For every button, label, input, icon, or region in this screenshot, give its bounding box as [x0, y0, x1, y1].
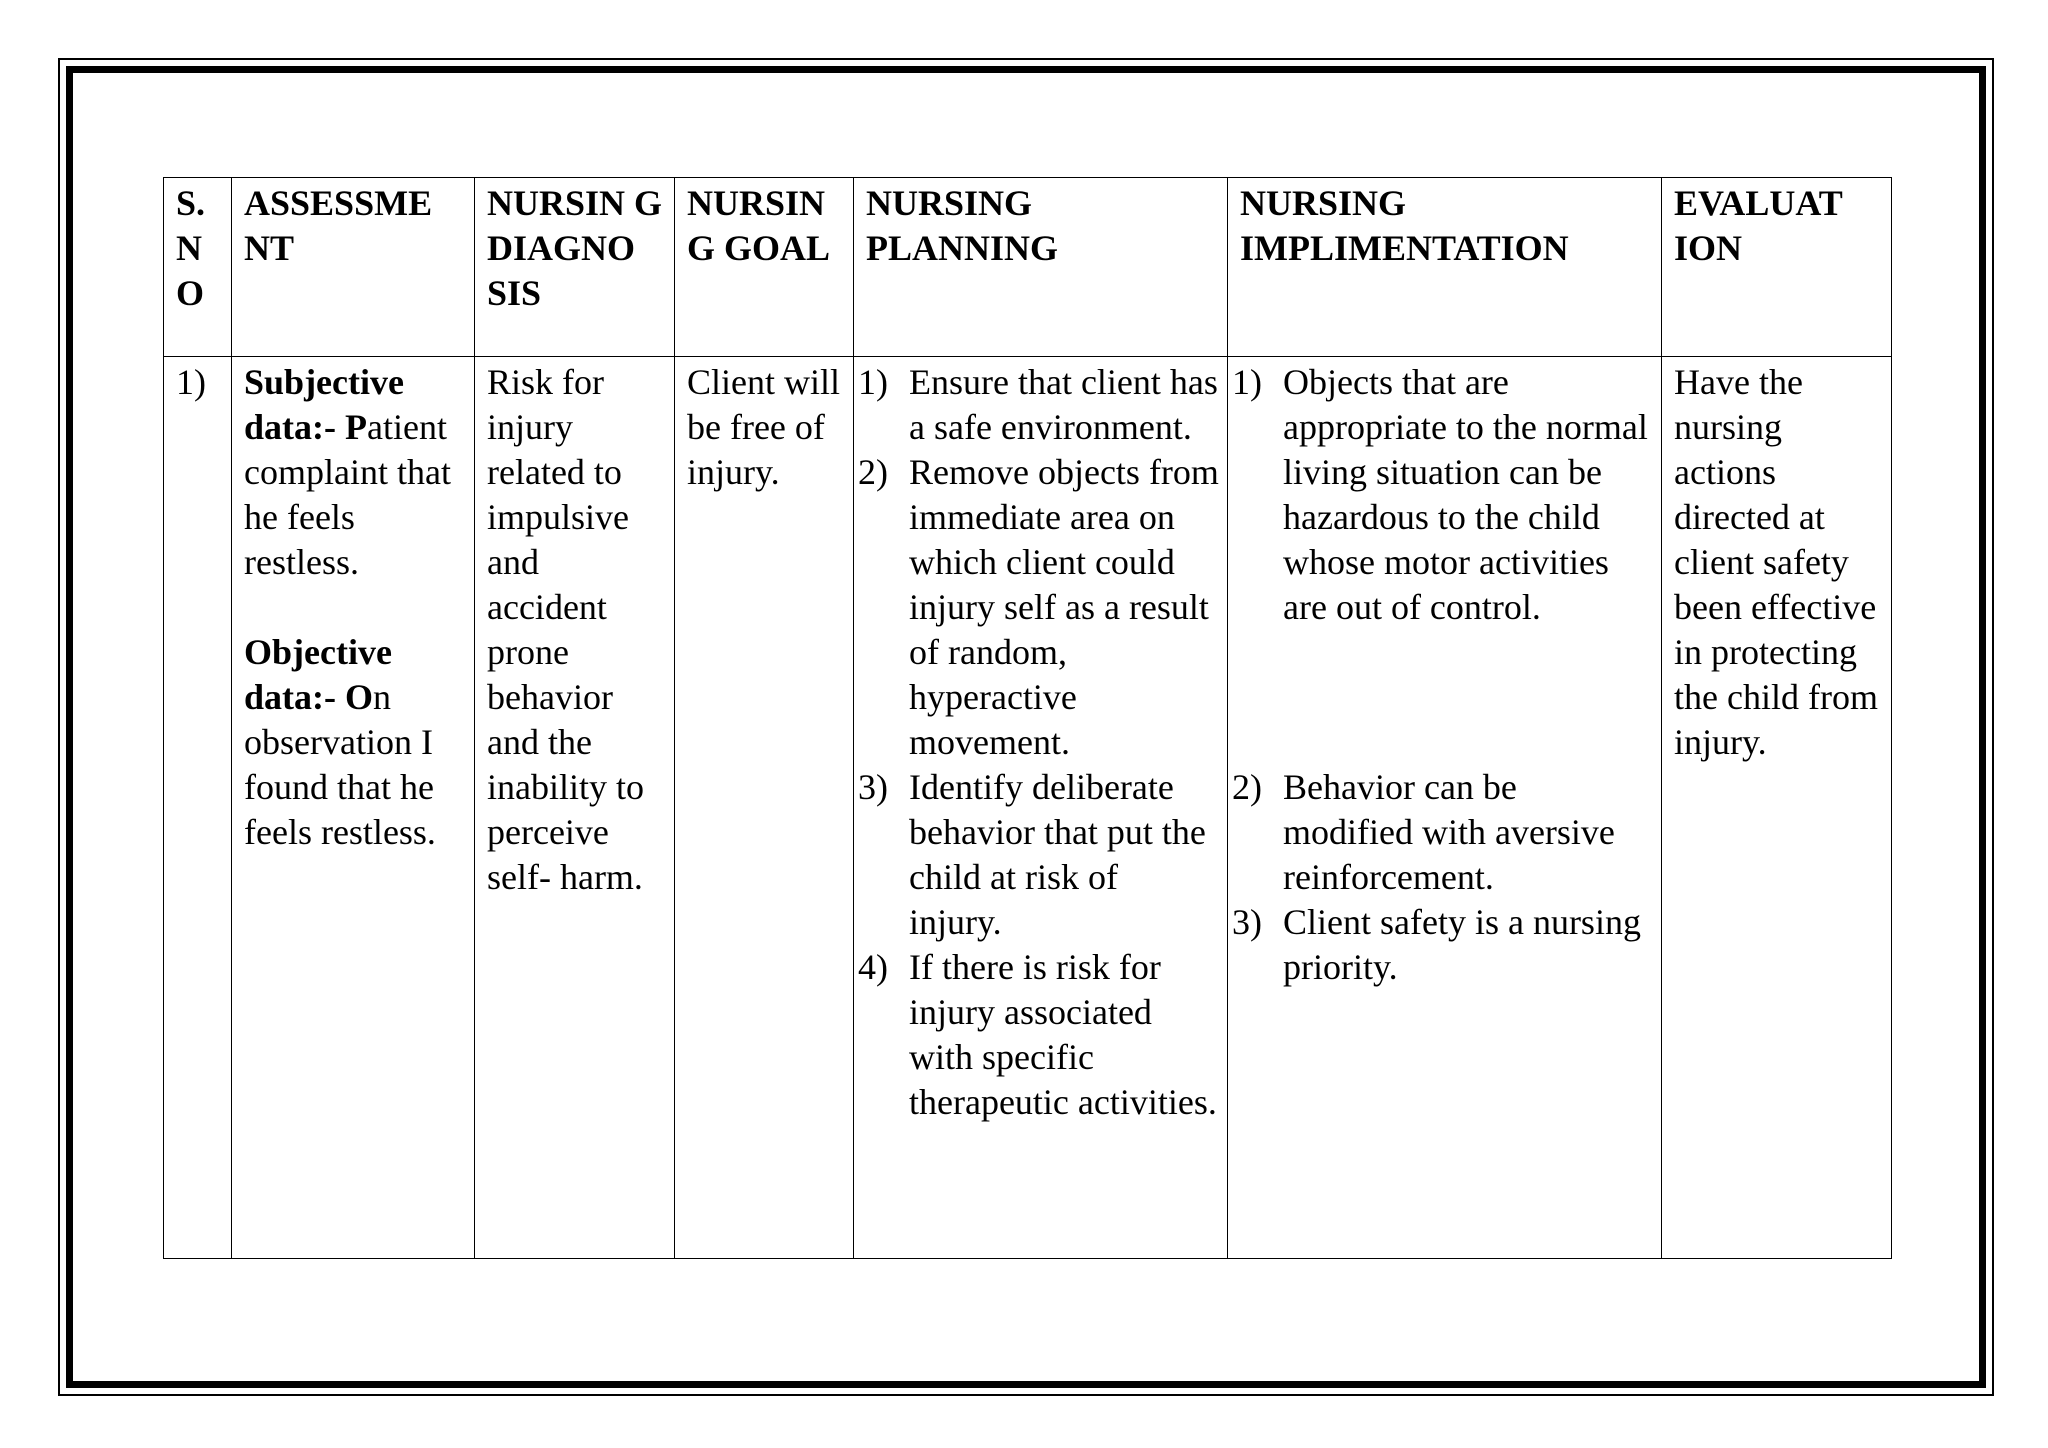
item-text: If there is risk for injury associated with specific therapeutic activities. — [909, 947, 1217, 1122]
subjective-text: atient complaint that he feels restless. — [244, 407, 451, 582]
cell-evaluation: Have the nursing actions directed at client safety been effective in protecting the child from injury. — [1662, 357, 1892, 1259]
subjective-data — [244, 360, 466, 585]
objective-label: Objective data:- O — [244, 632, 392, 717]
cell-assessment — [232, 357, 475, 1259]
list-item — [1232, 900, 1653, 990]
list-item — [1232, 360, 1653, 630]
item-number: 3) — [1232, 902, 1262, 942]
item-number: 3) — [858, 767, 888, 807]
item-number: 2) — [858, 452, 888, 492]
header-nursing-goal: NURSIN G GOAL — [675, 178, 854, 357]
item-number: 2) — [1232, 767, 1262, 807]
list-item — [858, 765, 1219, 945]
planning-list — [858, 360, 1219, 1125]
spacer — [1240, 630, 1653, 765]
implementation-list — [1232, 360, 1653, 990]
list-item — [1232, 765, 1653, 900]
subjective-label: Subjective data:- — [244, 362, 404, 447]
nursing-care-plan-table — [163, 177, 1892, 1259]
item-text: Ensure that client has a safe environment. — [909, 362, 1218, 447]
subjective-first-letter: P — [345, 407, 367, 447]
header-nursing-diagnosis: NURSIN G DIAGNO SIS — [475, 178, 675, 357]
header-sno: S. N O — [164, 178, 232, 357]
objective-data — [244, 630, 466, 855]
item-number: 1) — [858, 362, 888, 402]
header-assessment: ASSESSME NT — [232, 178, 475, 357]
list-item — [858, 360, 1219, 450]
header-nursing-planning: NURSING PLANNING — [854, 178, 1228, 357]
item-text: Behavior can be modified with aversive reinforcement. — [1283, 767, 1615, 897]
list-item — [858, 945, 1219, 1125]
cell-nursing-planning — [854, 357, 1228, 1259]
cell-sno: 1) — [164, 357, 232, 1259]
cell-nursing-goal: Client will be free of injury. — [675, 357, 854, 1259]
header-row — [164, 178, 1892, 357]
table-row — [164, 357, 1892, 1259]
item-text: Identify deliberate behavior that put the child at risk of injury. — [909, 767, 1206, 942]
cell-nursing-implementation — [1228, 357, 1662, 1259]
cell-nursing-diagnosis: Risk for injury related to impulsive and accident prone behavior and the inability to perceive self- harm. — [475, 357, 675, 1259]
list-item — [858, 450, 1219, 765]
header-nursing-implementation: NURSING IMPLIMENTATION — [1228, 178, 1662, 357]
item-number: 4) — [858, 947, 888, 987]
spacer — [244, 585, 466, 630]
item-text: Client safety is a nursing priority. — [1283, 902, 1641, 987]
header-evaluation: EVALUAT ION — [1662, 178, 1892, 357]
item-text: Remove objects from immediate area on which client could injury self as a result of random, hyperactive movement. — [909, 452, 1219, 762]
item-number: 1) — [1232, 362, 1262, 402]
item-text: Objects that are appropriate to the normal living situation can be hazardous to the child whose motor activities are out of control. — [1283, 362, 1648, 627]
objective-text: n observation I found that he feels restless. — [244, 677, 436, 852]
